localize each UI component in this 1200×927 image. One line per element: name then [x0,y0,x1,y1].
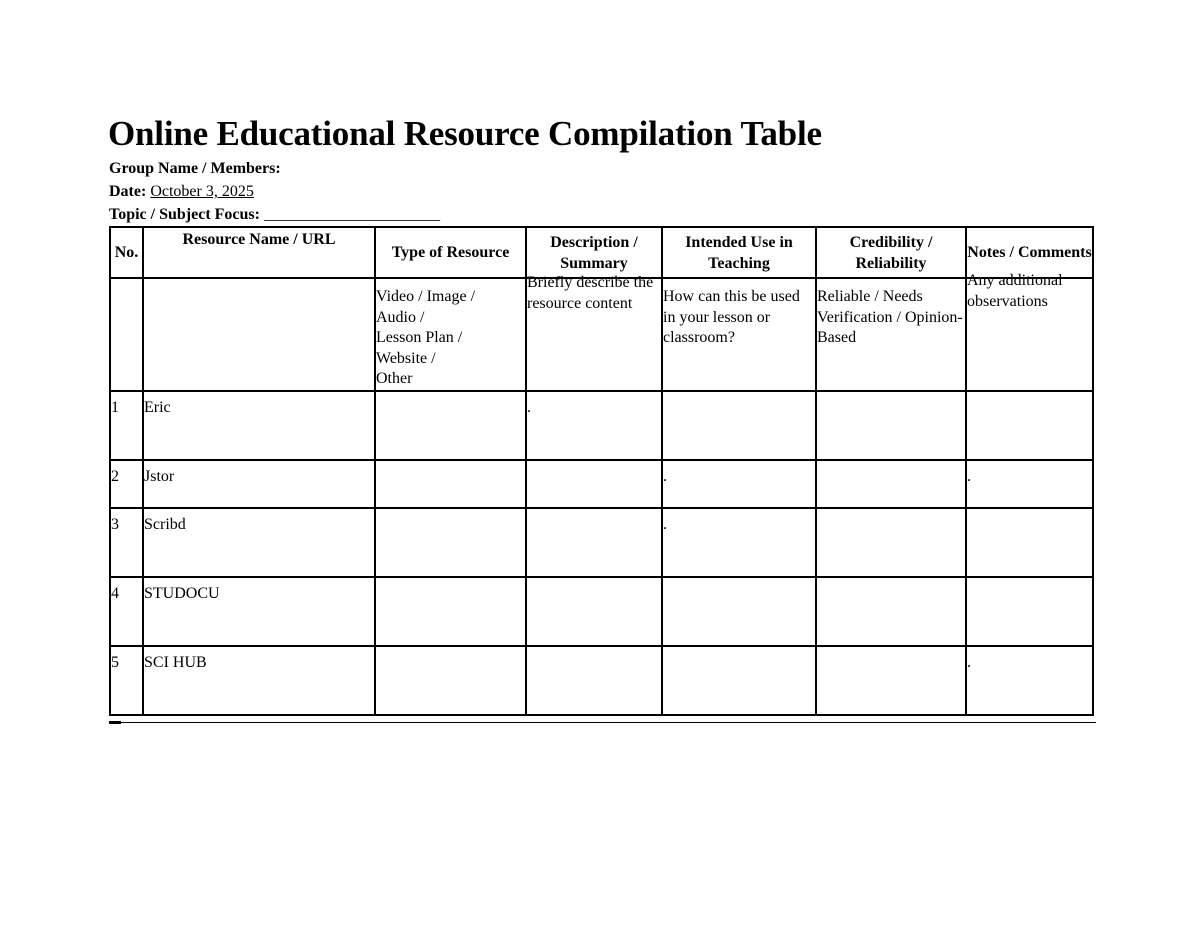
header-type: Type of Resource [375,227,526,278]
type-cell[interactable] [375,391,526,460]
example-name-cell[interactable] [143,278,375,391]
description-cell[interactable] [526,508,662,577]
table-row [110,391,1093,460]
bottom-rule [109,722,1096,723]
header-resource-name: Resource Name / URL [143,227,375,278]
row-number-cell[interactable] [110,646,143,715]
notes-cell[interactable] [966,460,1093,508]
date-value[interactable]: October 3, 2025 [150,183,254,200]
date-label: Date: [109,183,147,200]
group-members-label: Group Name / Members: [109,160,281,177]
topic-blank[interactable]: ______________________ [263,206,440,223]
resource-name: SCI HUB [144,653,207,671]
table-row [110,646,1093,715]
topic-line [109,206,440,224]
table-row [110,577,1093,646]
resource-name-cell[interactable] [143,508,375,577]
description-cell[interactable] [526,646,662,715]
resource-name: STUDOCU [144,584,220,602]
date-line [109,183,254,201]
intended-use-cell[interactable] [662,646,816,715]
row-number: 2 [111,467,119,485]
intended-use-cell[interactable] [662,577,816,646]
description-text: . [527,398,531,416]
table-row [110,508,1093,577]
example-intended-use-cell[interactable] [662,278,816,391]
row-number-cell[interactable] [110,508,143,577]
example-row [110,278,1093,391]
resource-table [109,226,1094,716]
row-number-cell[interactable] [110,391,143,460]
notes-cell[interactable] [966,577,1093,646]
header-description: Description / Summary [526,227,662,278]
group-members-line [109,160,281,178]
example-credibility-text: Reliable / Needs Verification / Opinion-Based [817,288,963,346]
example-description-cell[interactable] [526,274,662,391]
credibility-cell[interactable] [816,646,966,715]
notes-cell[interactable] [966,646,1093,715]
header-no: No. [110,227,143,278]
page-title: Online Educational Resource Compilation Table [108,114,822,153]
header-credibility: Credibility / Reliability [816,227,966,278]
intended-use-text: . [663,467,667,485]
notes-text: . [967,467,971,485]
header-intended-use: Intended Use in Teaching [662,227,816,278]
type-cell[interactable] [375,646,526,715]
credibility-cell[interactable] [816,391,966,460]
credibility-cell[interactable] [816,508,966,577]
type-cell[interactable] [375,577,526,646]
example-type-cell[interactable] [375,278,526,391]
resource-name-cell[interactable] [143,646,375,715]
resource-name-cell[interactable] [143,460,375,508]
description-cell[interactable] [526,577,662,646]
topic-label: Topic / Subject Focus: [109,206,260,223]
description-cell[interactable] [526,460,662,508]
intended-use-cell[interactable] [662,508,816,577]
corner-mark [109,721,121,724]
example-description-text: Briefly describe the resource content [527,274,654,312]
type-option-audio: Audio / [376,308,425,326]
resource-name: Eric [144,398,171,416]
example-no-cell[interactable] [110,278,143,391]
credibility-cell[interactable] [816,460,966,508]
type-option-other: Other [376,370,413,387]
example-credibility-cell[interactable] [816,278,966,391]
resource-name: Jstor [144,467,175,485]
type-option-lesson-plan: Lesson Plan / [376,329,463,346]
notes-text: . [967,653,971,671]
header-notes: Notes / Comments [966,227,1093,278]
type-cell[interactable] [375,460,526,508]
example-notes-text: Any additional observations [967,272,1063,310]
example-notes-cell[interactable] [966,272,1093,391]
resource-name-cell[interactable] [143,577,375,646]
type-cell[interactable] [375,508,526,577]
intended-use-cell[interactable] [662,460,816,508]
row-number-cell[interactable] [110,460,143,508]
resource-name-cell[interactable] [143,391,375,460]
description-cell[interactable] [526,391,662,460]
intended-use-text: . [663,515,667,533]
resource-name: Scribd [144,515,186,533]
table-row [110,460,1093,508]
row-number: 4 [111,584,119,602]
intended-use-cell[interactable] [662,391,816,460]
row-number: 3 [111,515,119,533]
row-number: 1 [111,398,119,416]
type-option-video-image: Video / Image / [376,288,476,305]
row-number-cell[interactable] [110,577,143,646]
type-option-website: Website / [376,349,436,367]
row-number: 5 [111,653,119,671]
notes-cell[interactable] [966,391,1093,460]
example-intended-use-text: How can this be used in your lesson or classroom? [663,288,800,346]
notes-cell[interactable] [966,508,1093,577]
header-row [110,227,1093,278]
credibility-cell[interactable] [816,577,966,646]
